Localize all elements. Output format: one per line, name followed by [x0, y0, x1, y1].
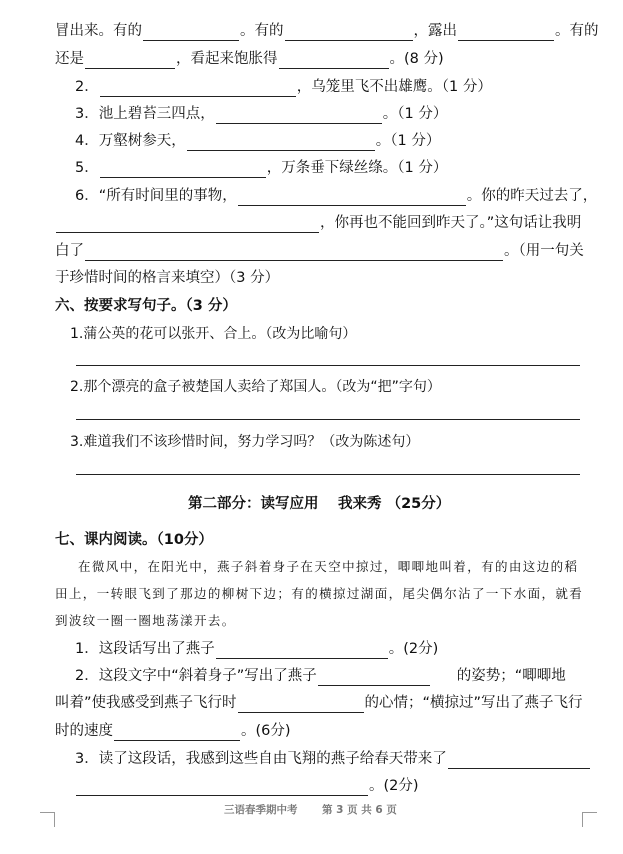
text-fragment: 。(2分)	[388, 641, 439, 657]
answer-blank[interactable]	[238, 697, 364, 713]
answer-blank[interactable]	[448, 753, 590, 769]
answer-blank[interactable]	[187, 135, 375, 151]
question-6-line-2	[55, 213, 581, 233]
answer-blank[interactable]	[238, 190, 466, 206]
question-number: 2．	[75, 79, 99, 95]
question-text: 1．这段话写出了燕子	[75, 641, 215, 657]
rewrite-item-2: 2.那个漂亮的盒子被楚国人卖给了郑国人。（改为“把”字句）	[70, 379, 441, 395]
section-7-heading: 七、课内阅读。（10分）	[55, 532, 213, 548]
text-fragment: 的心情；“横掠过”写出了燕子飞行	[364, 695, 583, 711]
text-fragment: 冒出来。有的	[55, 23, 142, 39]
text-fragment: 。（1 分）	[375, 133, 441, 149]
rewrite-item-3: 3.难道我们不该珍惜时间，努力学习吗？（改为陈述句）	[70, 434, 420, 450]
question-6-line-4	[55, 268, 279, 288]
question-text: 6．“所有时间里的事物，	[75, 188, 237, 204]
question-5	[75, 158, 447, 178]
footer-page-number: 第 3 页 共 6 页	[322, 804, 397, 816]
reading-question-3	[75, 749, 591, 769]
answer-blank[interactable]	[216, 643, 388, 659]
question-6-line-3	[55, 241, 584, 261]
reading-question-1	[75, 639, 438, 659]
text-fragment: 。你的昨天过去了，	[466, 188, 598, 204]
question-number: 5．	[75, 160, 99, 176]
question-text: 2．这段文字中“斜着身子”写出了燕子	[75, 668, 317, 684]
answer-blank[interactable]	[285, 25, 413, 41]
text-line	[55, 21, 599, 41]
answer-blank[interactable]	[85, 245, 503, 261]
answer-line[interactable]	[76, 419, 580, 420]
reading-question-2-line-3	[55, 721, 291, 741]
crop-mark	[40, 812, 55, 827]
answer-blank[interactable]	[318, 670, 430, 686]
answer-blank[interactable]	[100, 81, 296, 97]
reading-question-3-line-2	[75, 776, 419, 796]
answer-blank[interactable]	[279, 53, 389, 69]
question-text: 3．池上碧苔三四点，	[75, 106, 215, 122]
passage-line: 到波纹一圈一圈地荡漾开去。	[55, 613, 236, 628]
question-text: 3．读了这段话，我感到这些自由飞翔的燕子给春天带来了	[75, 751, 447, 767]
text-fragment: 。（用一句关	[504, 243, 584, 259]
question-3	[75, 104, 447, 124]
question-2	[75, 77, 492, 97]
question-4	[75, 131, 440, 151]
text-fragment: 。(6分)	[241, 723, 291, 739]
answer-blank[interactable]	[85, 53, 175, 69]
text-fragment: ，你再也不能回到昨天了。”这句话让我明	[320, 215, 582, 231]
reading-question-2	[75, 666, 566, 686]
text-line	[55, 49, 444, 69]
text-fragment: 还是	[55, 51, 84, 67]
text-fragment: ，露出	[413, 23, 457, 39]
text-fragment: 。（1 分）	[382, 106, 448, 122]
answer-blank[interactable]	[458, 25, 554, 41]
answer-blank[interactable]	[76, 780, 368, 796]
text-fragment: 叫着”使我感受到燕子飞行时	[55, 695, 237, 711]
footer-exam-name: 三语春季期中考	[224, 804, 298, 816]
reading-question-2-line-2	[55, 693, 583, 713]
answer-line[interactable]	[76, 365, 580, 366]
text-fragment: 。(2分)	[369, 778, 419, 794]
text-fragment: 于珍惜时间的格言来填空）（3 分）	[55, 270, 280, 286]
passage-line: 田上，一转眼飞到了那边的柳树下边；有的横掠过湖面，尾尖偶尔沾了一下水面，就看	[55, 586, 584, 601]
text-fragment: ，看起来饱胀得	[176, 51, 278, 67]
question-6	[75, 186, 597, 206]
answer-blank[interactable]	[100, 162, 266, 178]
crop-mark	[582, 812, 597, 827]
section-6-heading: 六、按要求写句子。（3 分）	[55, 298, 237, 314]
answer-blank[interactable]	[143, 25, 239, 41]
text-fragment: 的姿势；“唧唧地	[456, 668, 566, 684]
rewrite-item-1: 1.蒲公英的花可以张开、合上。（改为比喻句）	[70, 326, 357, 342]
text-fragment: 时的速度	[55, 723, 113, 739]
text-fragment: 。(8 分)	[389, 51, 444, 67]
text-fragment: 。有的	[240, 23, 284, 39]
answer-line[interactable]	[76, 474, 580, 475]
answer-blank[interactable]	[216, 108, 382, 124]
question-text: 4．万壑树参天，	[75, 133, 186, 149]
answer-blank[interactable]	[56, 217, 319, 233]
text-fragment: 白了	[55, 243, 84, 259]
text-fragment: ，乌笼里飞不出雄鹰。（1 分）	[296, 79, 492, 95]
answer-blank[interactable]	[114, 725, 240, 741]
text-fragment: 。有的	[555, 23, 599, 39]
text-fragment: ，万条垂下绿丝绦。（1 分）	[266, 160, 448, 176]
passage-line: 在微风中，在阳光中，燕子斜着身子在天空中掠过，唧唧地叫着，有的由这边的稻	[78, 559, 579, 574]
part-2-heading: 第二部分：读写应用 我来秀 （25分）	[188, 496, 451, 512]
